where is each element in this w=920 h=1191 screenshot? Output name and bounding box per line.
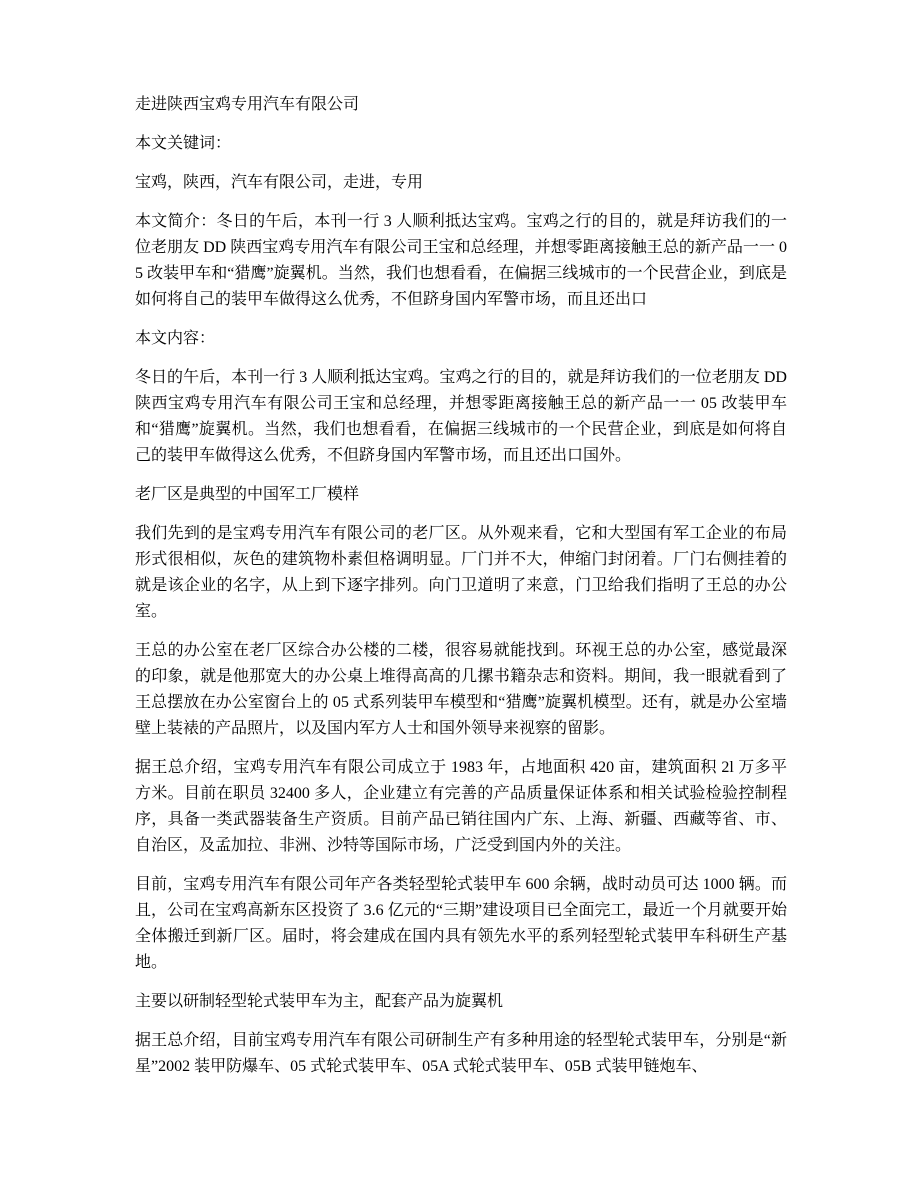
summary-paragraph: 本文简介：冬日的午后，本刊一行 3 人顺利抵达宝鸡。宝鸡之行的目的，就是拜访我们的一位老朋友 DD 陕西宝鸡专用汽车有限公司王宝和总经理，并想零距离接触王总的新产品一一 05 改装甲车和“猎鹰”旋翼机。当然，我们也想看看，在偏据三线城市的一个民营企业，到底是如何将自己的装甲车做得这么优秀，不但跻身国内军警市场，而且还出口: [135, 213, 787, 308]
document-title: 走进陕西宝鸡专用汽车有限公司: [135, 96, 360, 113]
content-heading: 本文内容：: [135, 330, 216, 347]
section-heading-old-factory: 老厂区是典型的中国军工厂模样: [135, 486, 360, 503]
products-paragraph: 据王总介绍，目前宝鸡专用汽车有限公司研制生产有多种用途的轻型轮式装甲车，分别是“新星”2002 装甲防爆车、05 式轮式装甲车、05A 式轮式装甲车、05B 式装甲链炮车、: [135, 1032, 787, 1075]
company-intro-paragraph: 据王总介绍，宝鸡专用汽车有限公司成立于 1983 年，占地面积 420 亩，建筑面积 2l 万多平方米。目前在职员 32400 多人，企业建立有完善的产品质量保证体系和相关试验检验控制程序，具备一类武器装备生产资质。目前产品已销往国内广东、上海、新疆、西藏等省、市、自治区，及孟加拉、非洲、沙特等国际市场，广泛受到国内外的关注。: [135, 759, 787, 854]
document-page: [135, 92, 787, 1093]
section-heading-products: 主要以研制轻型轮式装甲车为主，配套产品为旋翼机: [135, 993, 504, 1010]
office-paragraph: 王总的办公室在老厂区综合办公楼的二楼，很容易就能找到。环视王总的办公室，感觉最深的印象，就是他那宽大的办公桌上堆得高高的几摞书籍杂志和资料。期间，我一眼就看到了王总摆放在办公室窗台上的 05 式系列装甲车模型和“猎鹰”旋翼机模型。还有，就是办公室墙壁上装裱的产品照片，以及国内军方人士和国外领导来视察的留影。: [135, 642, 787, 737]
keywords-list: 宝鸡，陕西，汽车有限公司，走进，专用: [135, 174, 424, 191]
production-paragraph: 目前，宝鸡专用汽车有限公司年产各类轻型轮式装甲车 600 余辆，战时动员可达 1000 辆。而且，公司在宝鸡高新东区投资了 3.6 亿元的“三期”建设项目已全面完工，最近一个月就要开始全体搬迁到新厂区。届时，将会建成在国内具有领先水平的系列轻型轮式装甲车科研生产基地。: [135, 876, 787, 971]
old-factory-paragraph: 我们先到的是宝鸡专用汽车有限公司的老厂区。从外观来看，它和大型国有军工企业的布局形式很相似，灰色的建筑物朴素但格调明显。厂门并不大，伸缩门封闭着。厂门右侧挂着的就是该企业的名字，从上到下逐字排列。向门卫道明了来意，门卫给我们指明了王总的办公室。: [135, 525, 787, 620]
keywords-heading: 本文关键词：: [135, 135, 232, 152]
intro-paragraph: 冬日的午后，本刊一行 3 人顺利抵达宝鸡。宝鸡之行的目的，就是拜访我们的一位老朋友 DD 陕西宝鸡专用汽车有限公司王宝和总经理，并想零距离接触王总的新产品一一 05 改装甲车和“猎鹰”旋翼机。当然，我们也想看看，在偏据三线城市的一个民营企业，到底是如何将自己的装甲车做得这么优秀，不但跻身国内军警市场，而且还出口国外。: [135, 369, 787, 464]
